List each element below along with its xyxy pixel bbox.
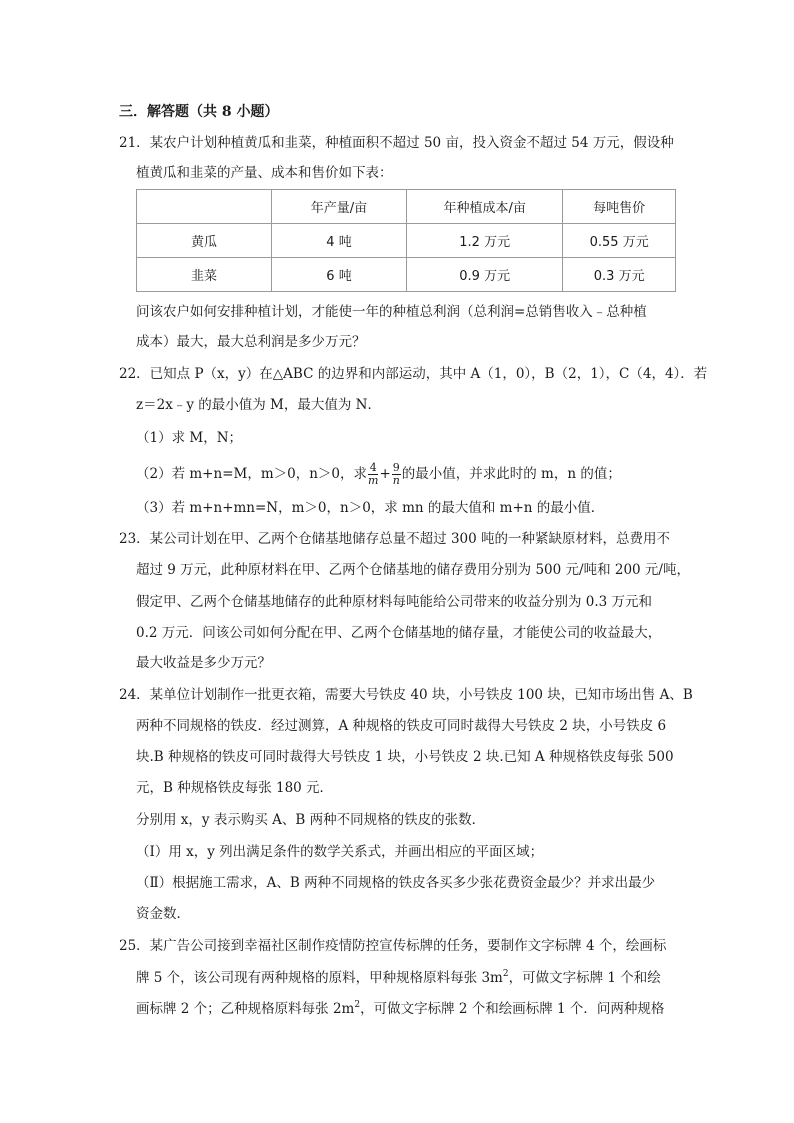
- superscript: 2: [502, 969, 509, 979]
- q22-line-1: 22．已知点 P（x，y）在△ABC 的边界和内部运动，其中 A（1，0），B（2，1），C（4，4）．若: [119, 366, 708, 382]
- q25-line-1: 25．某广告公司接到幸福社区制作疫情防控宣传标牌的任务，要制作文字标牌 4 个，绘画标: [119, 938, 667, 954]
- q21-line-3: 问该农户如何安排种植计划，才能使一年的种植总利润（总利润=总销售收入﹣总种植: [136, 304, 647, 320]
- plus-sign: +: [379, 466, 391, 482]
- q25-line-2-text-end: ，可做文字标牌 1 个和绘: [508, 970, 661, 986]
- q22-part-3: （3）若 m+n+mn=N，m＞0，n＞0，求 mn 的最大值和 m+n 的最小值．: [136, 500, 605, 516]
- q21-data-table: [136, 189, 676, 292]
- q22-part-2-prefix: （2）若 m+n=M，m＞0，n＞0，求: [136, 466, 367, 482]
- q24-line-5: 分别用 x，y 表示购买 A、B 两种不同规格的铁皮的张数．: [136, 812, 486, 828]
- q23-line-1: 23．某公司计划在甲、乙两个仓储基地储存总量不超过 300 吨的一种紧缺原材料，总费用不: [119, 531, 671, 547]
- q21-line-2: 植黄瓜和韭菜的产量、成本和售价如下表：: [136, 165, 393, 181]
- q25-line-3: [136, 999, 664, 1019]
- q25-line-3-text-end: ，可做文字标牌 2 个和绘画标牌 1 个．问两种规格: [360, 1001, 665, 1017]
- q25-line-3-text: 画标牌 2 个；乙种规格原料每张 2m: [136, 1001, 355, 1017]
- q24-line-4: 元，B 种规格铁皮每张 180 元．: [136, 780, 334, 796]
- table-cell: 韭菜: [137, 258, 272, 292]
- q24-part-2-continued: 资金数．: [136, 906, 190, 922]
- fraction-4-over-m: [368, 462, 378, 487]
- q25-line-2: [136, 968, 661, 988]
- table-header-cell: 年种植成本/亩: [407, 190, 563, 224]
- q23-line-4: 0.2 万元．问该公司如何分配在甲、乙两个仓储基地的储存量，才能使公司的收益最大，: [136, 625, 662, 641]
- table-header-cell: [137, 190, 272, 224]
- q21-line-4: 成本）最大，最大总利润是多少万元？: [136, 334, 366, 350]
- q22-part-2: [136, 462, 621, 487]
- table-header-cell: 年产量/亩: [272, 190, 407, 224]
- q22-line-2: z＝2x﹣y 的最小值为 M，最大值为 N．: [136, 397, 381, 413]
- q24-part-2: （Ⅱ）根据施工需求，A、B 两种不同规格的铁皮各买多少张花费资金最少？并求出最少: [136, 875, 656, 891]
- q23-line-2: 超过 9 万元，此种原材料在甲、乙两个仓储基地的储存费用分别为 500 元/吨和 200 元/吨，: [136, 562, 690, 578]
- q21-line-1: 21．某农户计划种植黄瓜和韭菜，种植面积不超过 50 亩，投入资金不超过 54 万元，假设种: [119, 135, 674, 151]
- table-cell: 0.3 万元: [563, 258, 676, 292]
- table-cell: 6 吨: [272, 258, 407, 292]
- table-cell: 0.55 万元: [563, 224, 676, 258]
- table-header-cell: 每吨售价: [563, 190, 676, 224]
- fraction-numerator: 9: [392, 461, 400, 474]
- fraction-denominator: n: [392, 474, 400, 487]
- table-cell: 0.9 万元: [407, 258, 563, 292]
- q25-line-2-text: 牌 5 个，该公司现有两种规格的原料，甲种规格原料每张 3m: [136, 970, 503, 986]
- q24-part-1: （Ⅰ）用 x，y 列出满足条件的数学关系式，并画出相应的平面区域；: [136, 844, 544, 860]
- fraction-numerator: 4: [369, 461, 377, 474]
- q23-line-5: 最大收益是多少万元？: [136, 655, 271, 671]
- q22-part-1: （1）求 M，N；: [136, 430, 243, 446]
- fraction-denominator: m: [368, 474, 379, 487]
- q24-line-1: 24．某单位计划制作一批更衣箱，需要大号铁皮 40 块，小号铁皮 100 块，已知市场出售 A、B: [119, 687, 693, 703]
- q23-line-3: 假定甲、乙两个仓储基地储存的此种原材料每吨能给公司带来的收益分别为 0.3 万元和: [136, 594, 653, 610]
- table-cell: 黄瓜: [137, 224, 272, 258]
- table-row: [137, 258, 676, 292]
- table-header-row: [137, 190, 676, 224]
- table-cell: 1.2 万元: [407, 224, 563, 258]
- table-cell: 4 吨: [272, 224, 407, 258]
- superscript: 2: [354, 1000, 361, 1010]
- section-title: 三．解答题（共 8 小题）: [119, 104, 279, 120]
- q22-part-2-suffix: 的最小值，并求此时的 m，n 的值；: [401, 466, 621, 482]
- table-row: [137, 224, 676, 258]
- q24-line-3: 块.B 种规格的铁皮可同时裁得大号铁皮 1 块，小号铁皮 2 块.已知 A 种规格铁皮每张 500: [136, 749, 674, 765]
- q24-line-2: 两种不同规格的铁皮．经过测算，A 种规格的铁皮可同时裁得大号铁皮 2 块，小号铁皮 6: [136, 718, 667, 734]
- fraction-9-over-n: [392, 462, 401, 487]
